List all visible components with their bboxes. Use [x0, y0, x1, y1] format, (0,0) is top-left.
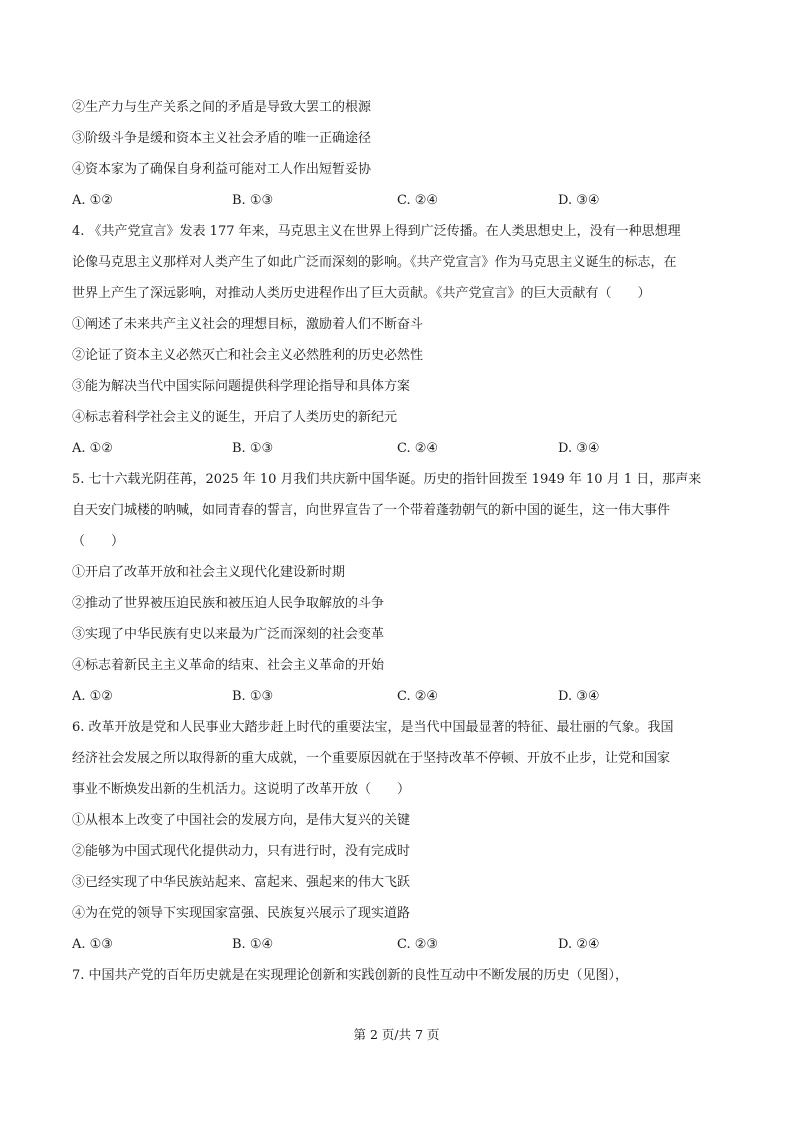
- option-c: C. ②④: [397, 689, 439, 704]
- option-b: B. ①③: [232, 689, 274, 704]
- option-b: B. ①③: [232, 441, 274, 456]
- statement: ④资本家为了确保自身利益可能对工人作出短暂妥协: [72, 162, 372, 177]
- statement: ③实现了中华民族有史以来最为广泛而深刻的社会变革: [72, 627, 385, 642]
- question-5: [72, 464, 722, 712]
- option-c: C. ②③: [397, 937, 439, 952]
- option-c: C. ②④: [397, 193, 439, 208]
- statement: ②推动了世界被压迫民族和被压迫人民争取解放的斗争: [72, 596, 385, 611]
- question-7: [72, 960, 722, 991]
- statement: ①阐述了未来共产主义社会的理想目标，激励着人们不断奋斗: [72, 317, 424, 332]
- option-a: A. ①②: [72, 193, 113, 208]
- statement: ①从根本上改变了中国社会的发展方向，是伟大复兴的关键: [72, 813, 411, 828]
- option-d: D. ③④: [558, 441, 600, 456]
- statement: ③已经实现了中华民族站起来、富起来、强起来的伟大飞跃: [72, 875, 411, 890]
- option-b: B. ①④: [232, 937, 274, 952]
- question-6: [72, 712, 722, 960]
- question-stem-line: 论像马克思主义那样对人类产生了如此广泛而深刻的影响。《共产党宣言》作为马克思主义诞生的标志，在: [72, 255, 677, 270]
- statement: ①开启了改革开放和社会主义现代化建设新时期: [72, 565, 346, 580]
- statement: ④标志着科学社会主义的诞生，开启了人类历史的新纪元: [72, 410, 398, 425]
- statement: ③阶级斗争是缓和资本主义社会矛盾的唯一正确途径: [72, 131, 372, 146]
- question-stem-line: 事业不断焕发出新的生机活力。这说明了改革开放（ ）: [72, 782, 411, 797]
- statement: ②论证了资本主义必然灭亡和社会主义必然胜利的历史必然性: [72, 348, 424, 363]
- question-stem-line: 自天安门城楼的呐喊，如同青春的誓言，向世界宣告了一个带着蓬勃朝气的新中国的诞生，这一伟大事件: [72, 503, 671, 518]
- option-d: D. ③④: [558, 193, 600, 208]
- answer-options: [72, 185, 722, 216]
- statement: ④为在党的领导下实现国家富强、民族复兴展示了现实道路: [72, 906, 411, 921]
- option-b: B. ①③: [232, 193, 274, 208]
- question-stem-line: 4. 《共产党宣言》发表 177 年来，马克思主义在世界上得到广泛传播。在人类思想史上，没有一种思想理: [72, 224, 681, 239]
- answer-options: [72, 681, 722, 712]
- statement: ②生产力与生产关系之间的矛盾是导致大罢工的根源: [72, 100, 372, 115]
- question-4: [72, 216, 722, 464]
- question-stem-line: 经济社会发展之所以取得新的重大成就，一个重要原因就在于坚持改革不停顿、开放不止步，让党和国家: [72, 751, 671, 766]
- question-stem-line: 7. 中国共产党的百年历史就是在实现理论创新和实践创新的良性互动中不断发展的历史（见图），: [72, 968, 629, 983]
- question-stem-line: 5. 七十六载光阴荏苒，2025 年 10 月我们共庆新中国华诞。历史的指针回拨至 1949 年 10 月 1 日，那声来: [72, 472, 702, 487]
- option-c: C. ②④: [397, 441, 439, 456]
- option-d: D. ③④: [558, 689, 600, 704]
- question-stem-line: （ ）: [72, 534, 125, 549]
- question-stem-line: 6. 改革开放是党和人民事业大踏步赶上时代的重要法宝，是当代中国最显著的特征、最壮丽的气象。我国: [72, 720, 674, 735]
- statement: ③能为解决当代中国实际问题提供科学理论指导和具体方案: [72, 379, 411, 394]
- page-number: 第 2 页/共 7 页: [353, 1027, 440, 1042]
- answer-options: [72, 433, 722, 464]
- option-a: A. ①③: [72, 937, 113, 952]
- statement: ④标志着新民主主义革命的结束、社会主义革命的开始: [72, 658, 385, 673]
- option-a: A. ①②: [72, 441, 113, 456]
- question-3-continued: [72, 92, 722, 216]
- statement: ②能够为中国式现代化提供动力，只有进行时，没有完成时: [72, 844, 411, 859]
- question-stem-line: 世界上产生了深远影响，对推动人类历史进程作出了巨大贡献。《共产党宣言》的巨大贡献有（ ）: [72, 286, 651, 301]
- option-d: D. ②④: [558, 937, 600, 952]
- option-a: A. ①②: [72, 689, 113, 704]
- answer-options: [72, 929, 722, 960]
- page-content: [72, 92, 722, 991]
